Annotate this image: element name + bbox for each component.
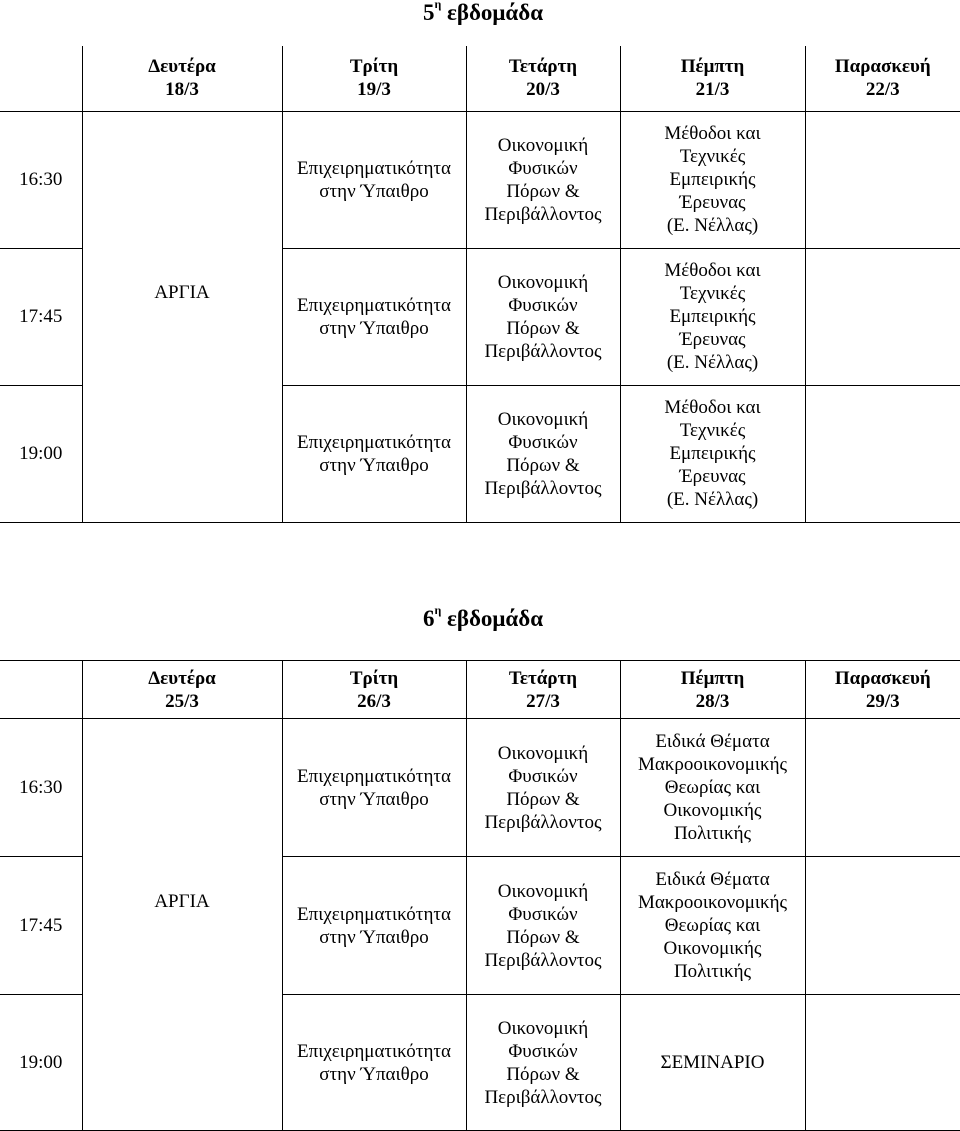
thursday-course: Μέθοδοι και Τεχνικές Εμπειρικής Έρευνας (Ε. Νέλλας) <box>620 248 805 385</box>
time-cell: 19:00 <box>0 385 82 522</box>
friday-cell <box>805 995 960 1131</box>
time-slot-row <box>0 248 960 385</box>
thursday-course: Μέθοδοι και Τεχνικές Εμπειρικής Έρευνας (Ε. Νέλλας) <box>620 385 805 522</box>
time-cell: 19:00 <box>0 995 82 1131</box>
day-header-monday: Δευτέρα 18/3 <box>82 46 282 111</box>
thursday-course: Ειδικά Θέματα Μακροοικονομικής Θεωρίας και Οικονομικής Πολιτικής <box>620 719 805 857</box>
time-slot-row <box>0 857 960 995</box>
week-schedule-table <box>0 660 960 1131</box>
week-word: εβδομάδα <box>447 0 544 25</box>
week-schedule-table <box>0 46 960 523</box>
day-header-thursday: Πέμπτη 28/3 <box>620 661 805 719</box>
monday-cell <box>82 385 282 522</box>
week-ordinal-suffix: η <box>434 0 442 11</box>
tuesday-course: Επιχειρηματικότητα στην Ύπαιθρο <box>282 248 466 385</box>
day-header-thursday: Πέμπτη 21/3 <box>620 46 805 111</box>
wednesday-course: Οικονομική Φυσικών Πόρων & Περιβάλλοντος <box>466 385 620 522</box>
wednesday-course: Οικονομική Φυσικών Πόρων & Περιβάλλοντος <box>466 719 620 857</box>
tuesday-course: Επιχειρηματικότητα στην Ύπαιθρο <box>282 719 466 857</box>
friday-cell <box>805 719 960 857</box>
monday-cell <box>82 995 282 1131</box>
friday-cell <box>805 248 960 385</box>
holiday-label: ΑΡΓΙΑ <box>154 281 210 303</box>
time-slot-row <box>0 995 960 1131</box>
monday-holiday-cell <box>82 857 282 995</box>
day-header-tuesday: Τρίτη 19/3 <box>282 46 466 111</box>
day-header-friday: Παρασκευή 22/3 <box>805 46 960 111</box>
header-row <box>0 46 960 111</box>
thursday-course: ΣΕΜΙΝΑΡΙΟ <box>620 995 805 1131</box>
monday-cell <box>82 719 282 857</box>
time-cell: 16:30 <box>0 719 82 857</box>
time-slot-row <box>0 385 960 522</box>
friday-cell <box>805 111 960 248</box>
time-cell: 17:45 <box>0 857 82 995</box>
header-row <box>0 661 960 719</box>
week-number: 6 <box>422 606 435 631</box>
monday-holiday-cell <box>82 248 282 385</box>
friday-cell <box>805 857 960 995</box>
day-header-monday: Δευτέρα 25/3 <box>82 661 282 719</box>
corner-cell <box>0 46 82 111</box>
time-cell: 17:45 <box>0 248 82 385</box>
wednesday-course: Οικονομική Φυσικών Πόρων & Περιβάλλοντος <box>466 995 620 1131</box>
tuesday-course: Επιχειρηματικότητα στην Ύπαιθρο <box>282 995 466 1131</box>
tuesday-course: Επιχειρηματικότητα στην Ύπαιθρο <box>282 111 466 248</box>
friday-cell <box>805 385 960 522</box>
day-header-wednesday: Τετάρτη 20/3 <box>466 46 620 111</box>
time-slot-row <box>0 719 960 857</box>
week-word: εβδομάδα <box>447 606 544 631</box>
week-number: 5 <box>422 0 435 25</box>
tuesday-course: Επιχειρηματικότητα στην Ύπαιθρο <box>282 857 466 995</box>
corner-cell <box>0 661 82 719</box>
wednesday-course: Οικονομική Φυσικών Πόρων & Περιβάλλοντος <box>466 111 620 248</box>
wednesday-course: Οικονομική Φυσικών Πόρων & Περιβάλλοντος <box>466 248 620 385</box>
day-header-wednesday: Τετάρτη 27/3 <box>466 661 620 719</box>
time-slot-row <box>0 111 960 248</box>
day-header-tuesday: Τρίτη 26/3 <box>282 661 466 719</box>
thursday-course: Ειδικά Θέματα Μακροοικονομικής Θεωρίας και Οικονομικής Πολιτικής <box>620 857 805 995</box>
week-title <box>0 603 960 632</box>
holiday-label: ΑΡΓΙΑ <box>154 890 210 912</box>
week-title <box>0 0 960 26</box>
day-header-friday: Παρασκευή 29/3 <box>805 661 960 719</box>
wednesday-course: Οικονομική Φυσικών Πόρων & Περιβάλλοντος <box>466 857 620 995</box>
tuesday-course: Επιχειρηματικότητα στην Ύπαιθρο <box>282 385 466 522</box>
week-ordinal-suffix: η <box>434 603 442 617</box>
monday-cell <box>82 111 282 248</box>
thursday-course: Μέθοδοι και Τεχνικές Εμπειρικής Έρευνας (Ε. Νέλλας) <box>620 111 805 248</box>
time-cell: 16:30 <box>0 111 82 248</box>
